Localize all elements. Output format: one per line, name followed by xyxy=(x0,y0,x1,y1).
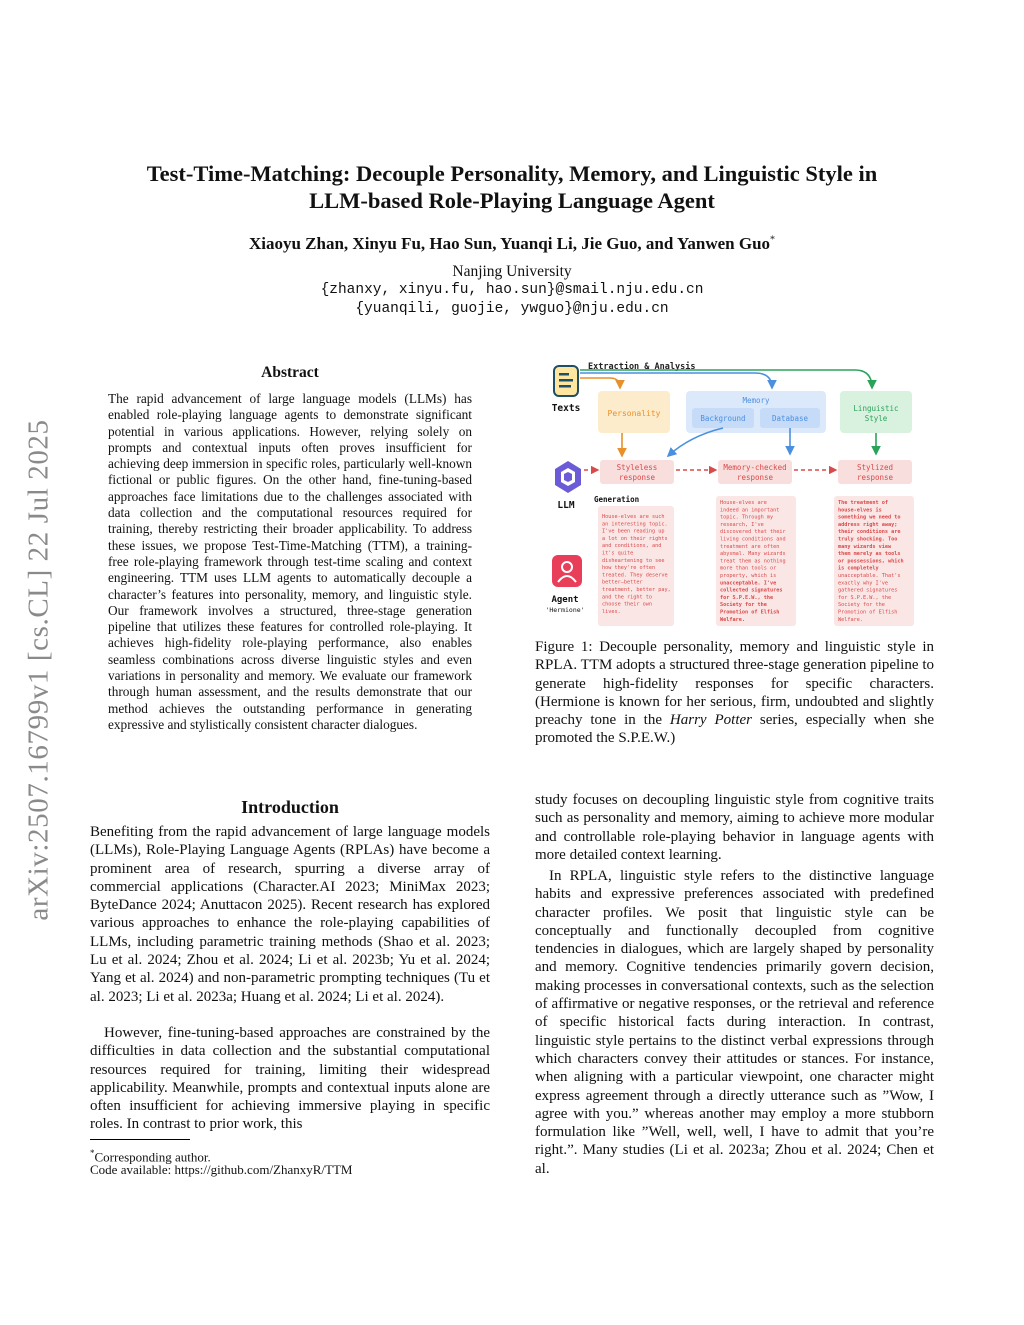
response-line: treat them as nothing xyxy=(720,558,786,565)
memory-label: Memory xyxy=(742,396,770,405)
response-line: address right away; xyxy=(838,521,898,528)
corresponding-mark: * xyxy=(770,234,776,246)
response-line: House-elves are such xyxy=(602,514,665,520)
response-line: more than tools or xyxy=(720,565,777,572)
email-line-1: {zhanxy, xinyu.fu, hao.sun}@smail.nju.edu.cn xyxy=(320,282,704,298)
response-line: better—better xyxy=(602,579,643,586)
response-line: lives. xyxy=(602,608,621,615)
right-paragraph-1: study focuses on decoupling linguistic style from cognitive traits such as personality and memory, aiming to achieve more modular and controllable role-playing behavior in language agents with more detailed context learning. xyxy=(535,792,934,863)
response-line: how they're often xyxy=(602,565,656,572)
arrow-to-memory xyxy=(580,373,772,388)
response-line: discovered that their xyxy=(720,529,786,536)
caption-text-start: Figure 1: Decouple personality, memory and linguistic style in RPLA. TTM adopts a structured three-stage generation pipeline to generate high-fidelity responses for specific characters. (Hermione is known for her serious, firm, undoubted and slightly preachy tone in the xyxy=(535,639,934,729)
response-line: truly shocking. Too xyxy=(838,536,898,543)
response-line: indeed an important xyxy=(720,507,780,514)
extraction-label: Extraction & Analysis xyxy=(588,362,696,372)
abstract-heading: Abstract xyxy=(261,364,319,381)
response-line: treated. They deserve xyxy=(602,572,668,579)
figure-1-caption xyxy=(535,638,934,748)
texts-label: Texts xyxy=(551,403,581,414)
response-line: and the right to xyxy=(602,594,652,601)
response-line: disheartening to see xyxy=(602,557,665,564)
background-label: Background xyxy=(700,414,746,423)
response-line: it's quite xyxy=(602,550,634,557)
footnote-rule xyxy=(90,1139,190,1140)
response-line: abysmal. Many wizards xyxy=(720,551,786,558)
response-line: House-elves are xyxy=(720,500,767,506)
arxiv-side-label-text: arXiv:2507.16799v1 [cs.CL] 22 Jul 2025 xyxy=(22,419,55,921)
response-line: collected signatures xyxy=(720,587,783,594)
pipeline-diagram xyxy=(540,356,934,628)
agent-label: Agent xyxy=(551,595,579,605)
email-line-2: {yuanqili, guojie, ywguo}@nju.edu.cn xyxy=(355,301,669,317)
response-line: choose their own xyxy=(602,601,652,608)
styleless-label-1: Styleless xyxy=(616,463,658,472)
response-line: The treatment of xyxy=(838,500,888,506)
response-line: treatment, better pay, xyxy=(602,587,671,593)
response-line: property, which is xyxy=(720,573,777,579)
linguistic-label-1: Linguistic xyxy=(853,404,899,413)
paper-title xyxy=(90,160,934,214)
llm-label: LLM xyxy=(557,500,575,511)
styleless-label-2: response xyxy=(618,473,656,482)
personality-label: Personality xyxy=(607,409,661,418)
authors-text: Xiaoyu Zhan, Xinyu Fu, Hao Sun, Yuanqi Li, Jie Guo, and Yanwen Guo xyxy=(248,234,771,253)
response-line: Promotion of Elfish xyxy=(720,609,780,616)
stylized-label-1: Stylized xyxy=(856,463,894,472)
introduction-heading: Introduction xyxy=(241,797,339,817)
response-line: Welfare. xyxy=(720,616,745,623)
response-line: unacceptable. That's xyxy=(838,573,901,579)
footnote-mark: * xyxy=(90,1148,95,1158)
caption-italic: Harry Potter xyxy=(669,712,752,729)
response-line: their conditions are xyxy=(838,529,901,536)
agent-icon xyxy=(552,555,582,587)
response-line: research, I've xyxy=(720,521,764,528)
response-line: Promotion of Elfish xyxy=(838,609,898,616)
response-line: for S.P.E.W., the xyxy=(838,594,892,601)
response-line: Welfare. xyxy=(838,616,863,623)
response-line: unacceptable. I've xyxy=(720,580,777,587)
memchecked-label-2: response xyxy=(736,473,774,482)
title-line-2: LLM-based Role-Playing Language Agent xyxy=(309,188,715,213)
response-line: exactly why I've xyxy=(838,580,888,587)
response-line: treatment are often xyxy=(720,543,780,550)
figure-1 xyxy=(540,356,934,628)
response-line: a lot on their rights xyxy=(602,535,668,542)
response-line: Society for the xyxy=(720,602,767,609)
footnote-code: Code available: https://github.com/ZhanxyR/TTM xyxy=(90,1162,353,1177)
intro-paragraph-2: However, fine-tuning-based approaches are constrained by the difficulties in data collection and the substantial computational resources required for training, limiting their widespread applicability. Meanwhile, prompts and contextual inputs alone are often insufficient for achieving immersive playing in specific roles. In contrast to prior work, this xyxy=(90,1025,490,1133)
stylized-label-2: response xyxy=(856,473,894,482)
response-line: them merely as tools xyxy=(838,551,901,558)
response-line: or possessions, which xyxy=(838,558,904,565)
texts-icon xyxy=(554,366,578,396)
response-line: many wizards view xyxy=(838,543,892,550)
right-paragraph-2: In RPLA, linguistic style refers to the distinctive language habits and expressive preferences associated with predefined character profiles. We posit that linguistic style can be conceptually and functionally decoupled from cognitive tendencies in dialogues, which are largely shaped by personality and memory. Cognitive tendencies primarily govern decision, making processes in conversational contexts, such as the selection of affirmative or negative responses, or the retrieval and reference of specific historical facts during interaction. In contrast, linguistic style pertains to the distinct verbal expressions through which characters convey their attitudes or stances. For instance, when aligning with a particular viewpoint, one character might express agreement through a directly utterance such as ”Wow, I agree with you.” whereas another may employ a more stubborn formulation like ”Well, well, well, I have to admit that you’re right.”. Many studies (Li et al. 2023a; Zhou et al. 2024; Chen et al. xyxy=(535,868,934,1177)
intro-paragraph-1: Benefiting from the rapid advancement of large language models (LLMs), Role-Playing Language Agents (RPLAs) have become a prominent area of research, spurring a diverse array of commercial applications (Character.AI 2023; MiniMax 2023; ByteDance 2024; Anuttacon 2025). Recent research has explored various approaches to enhance the role-playing capabilities of LLMs, including parametric training methods (Shao et al. 2023; Lu et al. 2024; Zhou et al. 2024; Li et al. 2023b; Yu et al. 2024; Yang et al. 2024) and non-parametric prompting techniques (Tu et al. 2023; Li et al. 2023a; Huang et al. 2024; Li et al. 2024). xyxy=(90,824,490,1005)
response-line: topic. Through my xyxy=(720,514,774,521)
response-line: and conditions, and xyxy=(602,543,662,550)
memchecked-label-1: Memory-checked xyxy=(723,463,787,472)
response-line: I've been reading up xyxy=(602,528,665,535)
agent-name: 'Hermione' xyxy=(545,606,585,614)
response-line: for S.P.E.W., the xyxy=(720,594,774,601)
arxiv-side-label xyxy=(22,380,56,960)
footnote-corresponding-text: Corresponding author. xyxy=(94,1149,211,1165)
database-label: Database xyxy=(771,414,809,423)
response-line: an interesting topic. xyxy=(602,521,668,528)
response-line: living conditions and xyxy=(720,536,786,543)
author-list xyxy=(90,234,934,254)
linguistic-label-2: Style xyxy=(864,414,888,423)
caption-text-end: series, especially when she promoted the S.P.E.W.) xyxy=(535,712,934,747)
abstract-body: The rapid advancement of large language models (LLMs) has enabled role-playing language agents to demonstrate significant potential in various applications. However, relying solely on prompts and contextual inputs often proves insufficient for achieving deep immersion in specific roles, particularly well-known fictional or public figures. On the other hand, fine-tuning-based approaches face limitations due to the challenges associated with data collection and the computational resources required for training, thereby restricting their broader applicability. To address these issues, we propose Test-Time-Matching (TTM), a training-free role-playing framework through test-time scaling and context engineering. TTM uses LLM agents to automatically decouple a character’s features into personality, memory, and linguistic style. Our framework involves a structured, three-stage generation pipeline that utilizes these features for controlled role-playing. It achieves high-fidelity role-playing performance, also enables seamless combinations across diverse linguistic styles and even variations in personality and memory. We evaluate our framework through human assessment, and the results demonstrate that our method achieves the outstanding performance in generating expressive and stylistically consistent character dialogues. xyxy=(108,391,472,732)
generation-label: Generation xyxy=(594,495,640,504)
affiliation: Nanjing University xyxy=(452,263,572,280)
response-line: is completely xyxy=(838,565,879,572)
arrow-to-personality xyxy=(580,378,620,388)
response-line: house-elves is xyxy=(838,507,882,514)
llm-icon xyxy=(555,461,581,493)
response-line: Society for the xyxy=(838,602,885,609)
response-line: gathered signatures xyxy=(838,587,898,594)
title-line-1: Test-Time-Matching: Decouple Personality, Memory, and Linguistic Style in xyxy=(146,161,878,186)
response-line: something we need to xyxy=(838,514,901,521)
